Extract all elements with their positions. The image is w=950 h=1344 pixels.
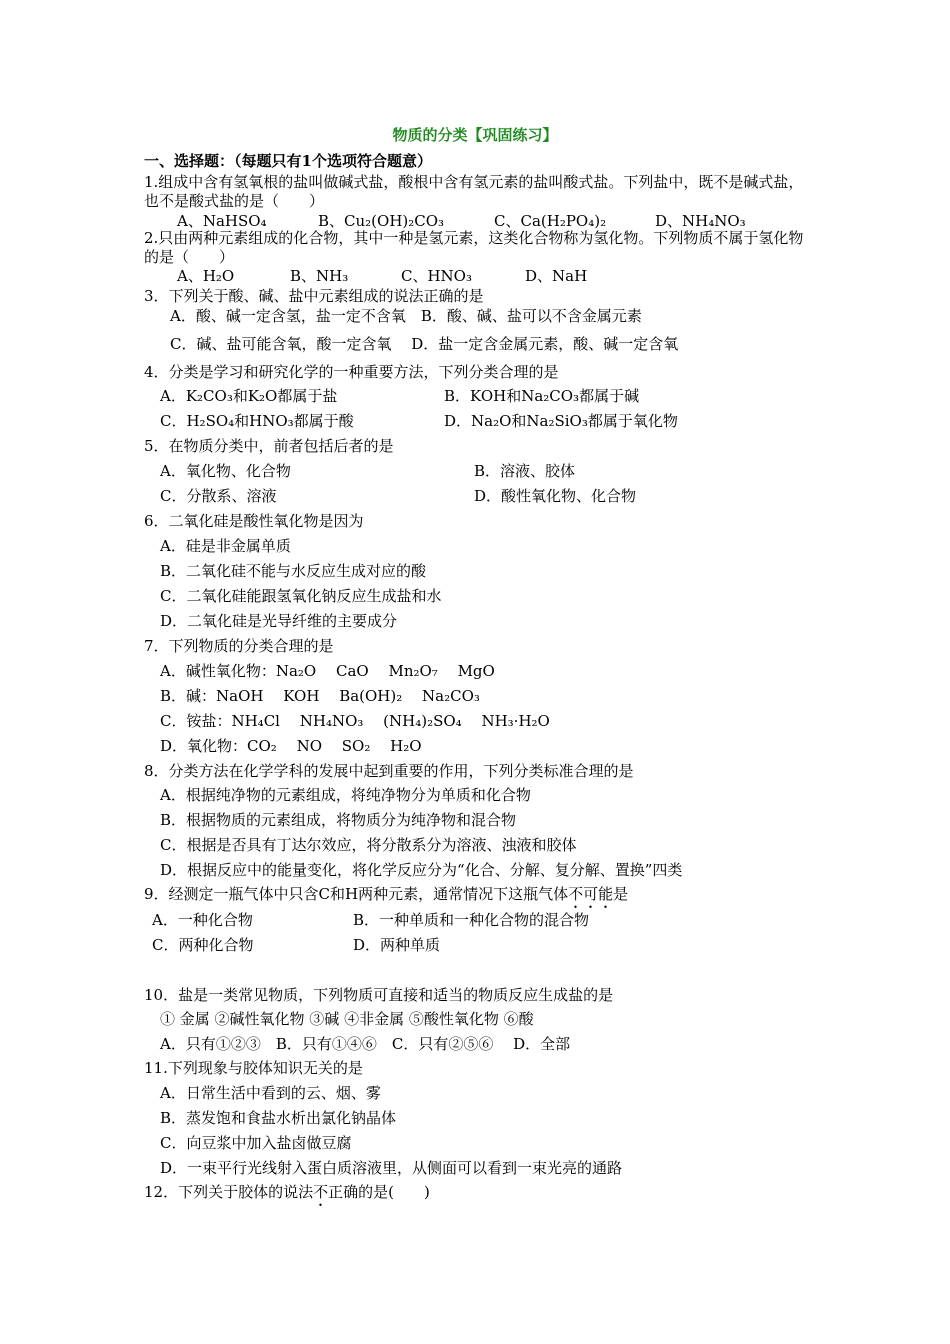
q5-option-d: D．酸性氧化物、化合物 <box>474 487 637 505</box>
q8-option-b: B．根据物质的元素组成，将物质分为纯净物和混合物 <box>160 811 517 829</box>
q7-option-a: A．碱性氧化物：Na₂O CaO Mn₂O₇ MgO <box>160 662 495 680</box>
q7-option-b: B．碱：NaOH KOH Ba(OH)₂ Na₂CO₃ <box>160 687 480 705</box>
q6-option-b: B．二氧化硅不能与水反应生成对应的酸 <box>160 562 427 580</box>
q11-option-d: D．一束平行光线射入蛋白质溶液里，从侧面可以看到一束光亮的通路 <box>160 1159 623 1177</box>
question-2-stem: 2.只由两种元素组成的化合物，其中一种是氢元素，这类化合物称为氢化物。下列物质不属于氢化物的是（ ） <box>144 229 804 266</box>
question-4-stem: 4．分类是学习和研究化学的一种重要方法，下列分类合理的是 <box>144 363 559 381</box>
q12-stem-tail: 正确的是( ) <box>328 1183 430 1201</box>
q5-option-a: A．氧化物、化合物 <box>160 462 291 480</box>
q8-option-d: D．根据反应中的能量变化，将化学反应分为“化合、分解、复分解、置换”四类 <box>160 861 683 879</box>
question-12-stem <box>144 1182 430 1210</box>
q6-option-d: D．二氧化硅是光导纤维的主要成分 <box>160 612 398 630</box>
q12-emphasis-text: 不 <box>313 1183 329 1201</box>
q2-option-d: D、NaH <box>525 267 588 285</box>
q11-option-a: A．日常生活中看到的云、烟、雾 <box>160 1084 381 1102</box>
q2-option-c: C、HNO₃ <box>401 267 472 285</box>
q4-option-b: B．KOH和Na₂CO₃都属于碱 <box>444 387 640 405</box>
question-8-stem: 8．分类方法在化学学科的发展中起到重要的作用，下列分类标准合理的是 <box>144 762 634 780</box>
question-10-stem: 10．盐是一类常见物质，下列物质可直接和适当的物质反应生成盐的是 <box>144 986 614 1004</box>
question-6-stem: 6．二氧化硅是酸性氧化物是因为 <box>144 512 364 530</box>
q2-option-b: B、NH₃ <box>290 267 349 285</box>
q10-items: ① 金属 ②碱性氧化物 ③碱 ④非金属 ⑤酸性氧化物 ⑥酸 <box>160 1010 534 1028</box>
q7-option-c: C．铵盐：NH₄Cl NH₄NO₃ (NH₄)₂SO₄ NH₃·H₂O <box>160 712 550 730</box>
q9-option-b: B．一种单质和一种化合物的混合物 <box>353 911 590 929</box>
section-heading: 一、选择题：（每题只有1个选项符合题意） <box>144 152 432 170</box>
q2-option-a: A、H₂O <box>177 267 235 285</box>
q4-option-c: C．H₂SO₄和HNO₃都属于酸 <box>160 412 354 430</box>
q4-option-a: A．K₂CO₃和K₂O都属于盐 <box>160 387 338 405</box>
q5-option-b: B．溶液、胶体 <box>474 462 576 480</box>
q3-options-line-2: C．碱、盐可能含氧，酸一定含氧 D．盐一定含金属元素，酸、碱一定含氧 <box>170 335 679 353</box>
document-title: 物质的分类【巩固练习】 <box>392 126 558 144</box>
q1-option-a: A、NaHSO₄ <box>177 212 267 230</box>
q9-emphasis-text: 不可能 <box>568 885 614 903</box>
q9-option-c: C．两种化合物 <box>152 936 254 954</box>
q4-option-d: D．Na₂O和Na₂SiO₃都属于氧化物 <box>444 412 678 430</box>
question-3-stem: 3．下列关于酸、碱、盐中元素组成的说法正确的是 <box>144 287 484 305</box>
q11-option-c: C．向豆浆中加入盐卤做豆腐 <box>160 1134 352 1152</box>
q5-option-c: C．分散系、溶液 <box>160 487 277 505</box>
question-5-stem: 5．在物质分类中，前者包括后者的是 <box>144 437 394 455</box>
q8-option-c: C．根据是否具有丁达尔效应，将分散系分为溶液、浊液和胶体 <box>160 836 577 854</box>
q8-option-a: A．根据纯净物的元素组成，将纯净物分为单质和化合物 <box>160 786 531 804</box>
q9-stem-tail: 是 <box>613 885 629 903</box>
q9-option-d: D．两种单质 <box>353 936 441 954</box>
q1-option-b: B、Cu₂(OH)₂CO₃ <box>318 212 445 230</box>
q9-option-a: A．一种化合物 <box>152 911 253 929</box>
question-7-stem: 7．下列物质的分类合理的是 <box>144 637 334 655</box>
q6-option-c: C．二氧化硅能跟氢氧化钠反应生成盐和水 <box>160 587 442 605</box>
question-1-stem: 1.组成中含有氢氧根的盐叫做碱式盐，酸根中含有氢元素的盐叫酸式盐。下列盐中，既不是碱式盐，也不是酸式盐的是（ ） <box>144 173 804 210</box>
q3-options-line-1: A．酸、碱一定含氢，盐一定不含氧 B．酸、碱、盐可以不含金属元素 <box>170 307 642 325</box>
question-9-stem <box>144 884 628 912</box>
q11-option-b: B．蒸发饱和食盐水析出氯化钠晶体 <box>160 1109 397 1127</box>
q12-stem-text: 12．下列关于胶体的说法 <box>144 1183 314 1201</box>
q1-option-c: C、Ca(H₂PO₄)₂ <box>494 212 607 230</box>
q10-options: A．只有①②③ B．只有①④⑥ C．只有②⑤⑥ D．全部 <box>160 1035 571 1053</box>
question-11-stem: 11.下列现象与胶体知识无关的是 <box>144 1059 363 1077</box>
q9-stem-text: 9．经测定一瓶气体中只含C和H两种元素，通常情况下这瓶气体 <box>144 885 569 903</box>
q1-option-d: D、NH₄NO₃ <box>655 212 746 230</box>
q7-option-d: D．氧化物：CO₂ NO SO₂ H₂O <box>160 737 422 755</box>
q6-option-a: A．硅是非金属单质 <box>160 537 291 555</box>
